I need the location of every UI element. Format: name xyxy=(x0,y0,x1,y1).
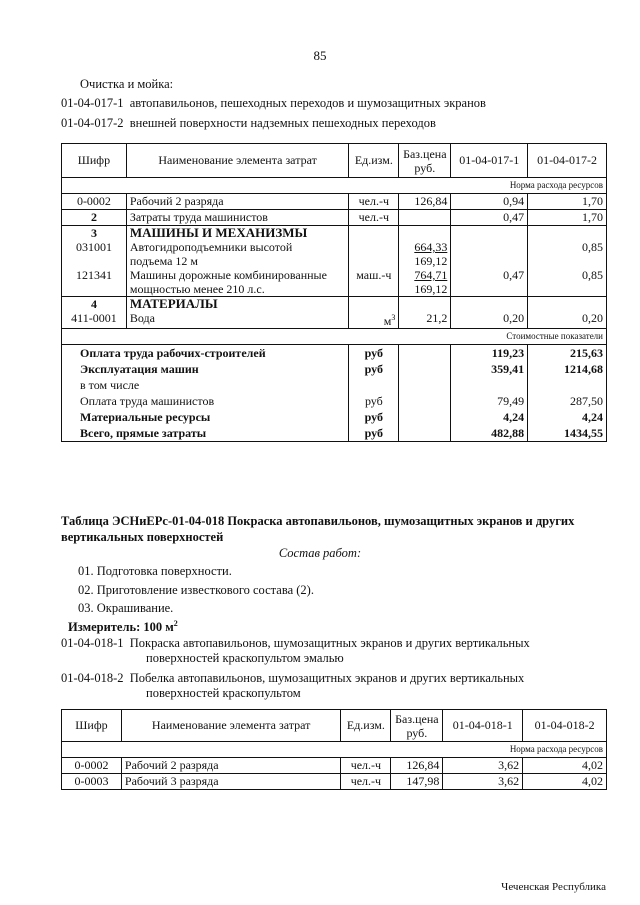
footer-region: Чеченская Республика xyxy=(501,881,606,893)
work-step: 03. Окрашивание. xyxy=(78,601,174,615)
section-intro: Очистка и мойка: xyxy=(80,77,174,91)
code-line: 01-04-017-2 внешней поверхности надземных пешеходных переходов xyxy=(61,116,436,130)
work-step: 02. Приготовление известкового состава (2). xyxy=(78,583,314,597)
resource-table-2 xyxy=(61,709,607,790)
table-row: 0-0002 Рабочий 2 разряда чел.-ч 126,84 0,94 1,70 xyxy=(62,194,607,210)
col-header: Ед.изм. xyxy=(341,710,391,742)
table-title-cont: вертикальных поверхностей xyxy=(61,530,224,544)
col-header: Баз.цена руб. xyxy=(391,710,443,742)
col-header: Баз.цена руб. xyxy=(399,144,451,178)
composition-label: Состав работ: xyxy=(278,546,362,560)
resource-table-1 xyxy=(61,143,607,442)
norm-label: Норма расхода ресурсов xyxy=(62,742,607,758)
table-row: 0-0002 Рабочий 2 разряда чел.-ч 126,84 3,62 4,02 xyxy=(62,758,607,774)
table-row: 0-0003 Рабочий 3 разряда чел.-ч 147,98 3,62 4,02 xyxy=(62,774,607,790)
norm-label: Норма расхода ресурсов xyxy=(62,178,607,194)
col-header: 01-04-018-1 xyxy=(443,710,523,742)
table-row: Оплата труда рабочих-строителей Эксплуатация машин в том числе Оплата труда машинистов Материальные ресурсы Всего, прямые затраты руб руб руб руб руб 119,23 359,41 79,49 4,24 482,88 215,63 1214,68 287,50 4,24 1434,55 xyxy=(62,345,607,442)
page-number: 85 xyxy=(313,48,327,63)
col-header: Наименование элемента затрат xyxy=(121,710,340,742)
code-line: 01-04-018-1 Покраска автопавильонов, шумозащитных экранов и других вертикальных xyxy=(61,636,530,650)
col-header: 01-04-018-2 xyxy=(523,710,607,742)
col-header: 01-04-017-1 xyxy=(451,144,528,178)
table-row: 2 Затраты труда машинистов чел.-ч 0,47 1,70 xyxy=(62,210,607,226)
code-line: 01-04-017-1 автопавильонов, пешеходных переходов и шумозащитных экранов xyxy=(61,96,486,110)
col-header: Ед.изм. xyxy=(349,144,399,178)
col-header: 01-04-017-2 xyxy=(528,144,607,178)
table-row: 4 411-0001 МАТЕРИАЛЫ Вода $м^3$ 21,2 0,20 0,20 xyxy=(62,297,607,329)
code-line-cont: поверхностей краскопультом эмалью xyxy=(146,651,344,665)
table-title: Таблица ЭСНиЕРс-01-04-018 Покраска автопавильонов, шумозащитных экранов и других xyxy=(61,514,575,528)
table-row: 3 031001 121341 МАШИНЫ И МЕХАНИЗМЫ Автогидроподъемники высотой подъема 12 м Машины дорожные комбинированные мощностью менее 210 л.с. маш.-ч 664,33 169,12 764,71 169,12 0,47 0,85 0,85 xyxy=(62,226,607,297)
code-line: 01-04-018-2 Побелка автопавильонов, шумозащитных экранов и других вертикальных xyxy=(61,671,525,685)
cost-label: Стоимостные показатели xyxy=(62,329,607,345)
col-header: Шифр xyxy=(62,710,122,742)
code-line-cont: поверхностей краскопультом xyxy=(146,686,301,700)
col-header: Наименование элемента затрат xyxy=(126,144,348,178)
col-header: Шифр xyxy=(62,144,127,178)
meter: Измеритель: 100 $м^2$ xyxy=(68,619,178,635)
work-step: 01. Подготовка поверхности. xyxy=(78,564,232,578)
